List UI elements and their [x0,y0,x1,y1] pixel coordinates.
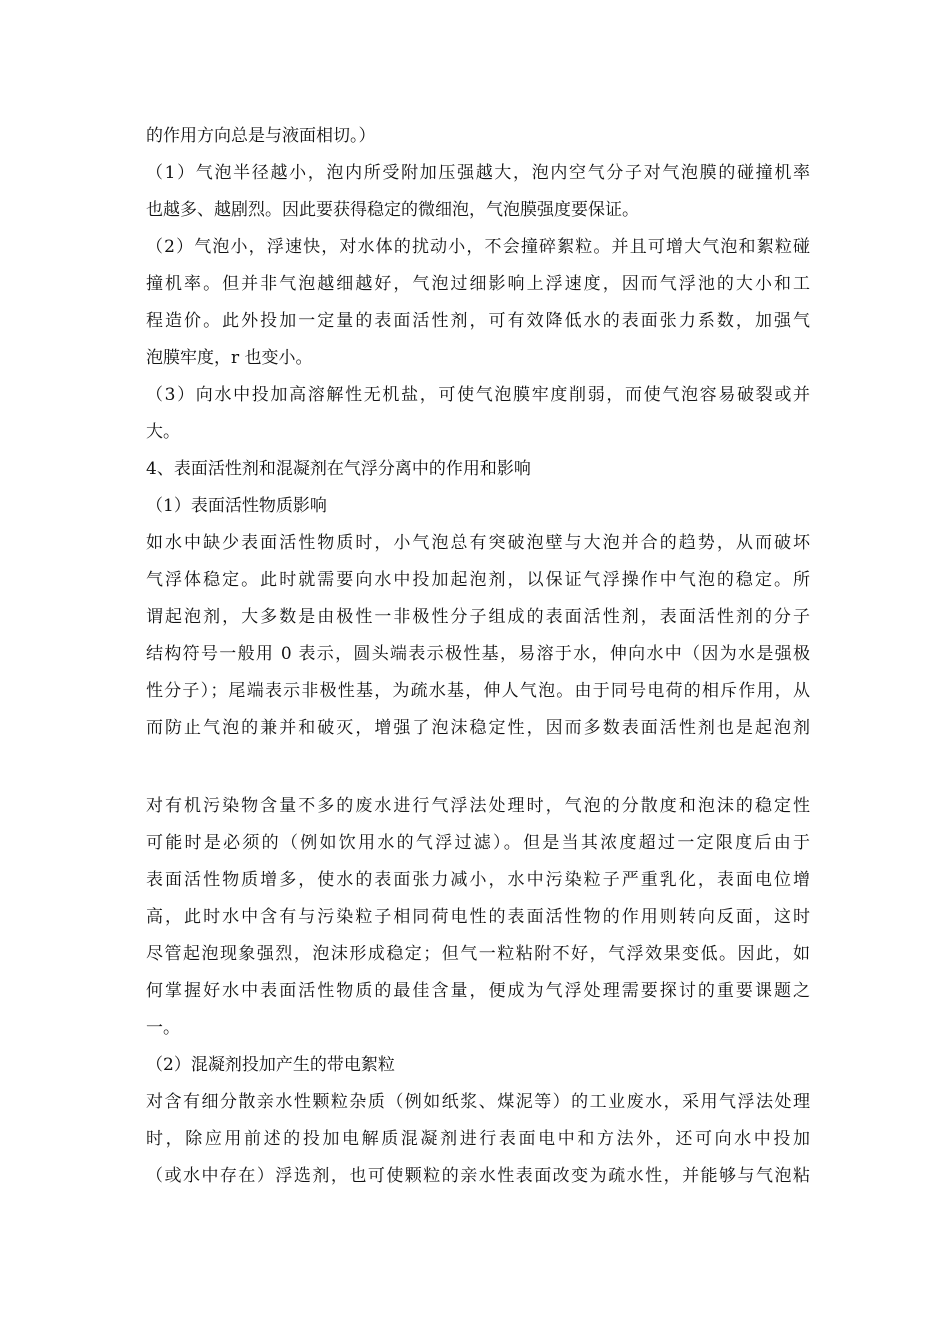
text-line: 可能时是必须的（例如饮用水的气浮过滤）。但是当其浓度超过一定限度后由于 [146,833,810,853]
subsection-heading: （2）混凝剂投加产生的带电絮粒 [146,1055,395,1075]
text-line: 大。 [146,422,180,442]
text-line: 高，此时水中含有与污染粒子相同荷电性的表面活性物的作用则转向反面，这时 [146,907,810,927]
text-line: 结构符号一般用 0 表示，圆头端表示极性基，易溶于水，伸向水中（因为水是强极 [146,644,810,664]
subsection-heading: （1）表面活性物质影响 [146,496,327,516]
section-heading: 4、表面活性剂和混凝剂在气浮分离中的作用和影响 [146,459,531,479]
text-line: 程造价。此外投加一定量的表面活性剂，可有效降低水的表面张力系数，加强气 [146,311,810,331]
text-line: 尽管起泡现象强烈，泡沫形成稳定；但气一粒粘附不好，气浮效果变低。因此，如 [146,944,810,964]
text-line: 对有机污染物含量不多的废水进行气浮法处理时，气泡的分散度和泡沫的稳定性 [146,796,810,816]
text-line: 撞机率。但并非气泡越细越好，气泡过细影响上浮速度，因而气浮池的大小和工 [146,274,810,294]
text-line: 时，除应用前述的投加电解质混凝剂进行表面电中和方法外，还可向水中投加 [146,1129,810,1149]
text-line: 何掌握好水中表面活性物质的最佳含量，便成为气浮处理需要探讨的重要课题之 [146,981,810,1001]
text-line: （1）气泡半径越小，泡内所受附加压强越大，泡内空气分子对气泡膜的碰撞机率 [146,163,810,183]
text-line: 泡膜牢度，r 也变小。 [146,348,313,368]
text-line: 气浮体稳定。此时就需要向水中投加起泡剂，以保证气浮操作中气泡的稳定。所 [146,570,810,590]
text-line: 而防止气泡的兼并和破灭，增强了泡沫稳定性，因而多数表面活性剂也是起泡剂 [146,718,810,738]
text-line: 表面活性物质增多，使水的表面张力减小，水中污染粒子严重乳化，表面电位增 [146,870,810,890]
text-line: （3）向水中投加高溶解性无机盐，可使气泡膜牢度削弱，而使气泡容易破裂或并 [146,385,810,405]
text-line: 的作用方向总是与液面相切。） [146,126,376,146]
text-line: 一。 [146,1018,180,1038]
text-line: （2）气泡小，浮速快，对水体的扰动小，不会撞碎絮粒。并且可增大气泡和絮粒碰 [146,237,810,257]
text-line: 对含有细分散亲水性颗粒杂质（例如纸浆、煤泥等）的工业废水，采用气浮法处理 [146,1092,810,1112]
text-line: （或水中存在）浮选剂，也可使颗粒的亲水性表面改变为疏水性，并能够与气泡粘 [146,1166,810,1186]
text-line: 如水中缺少表面活性物质时，小气泡总有突破泡壁与大泡并合的趋势，从而破坏 [146,533,810,553]
text-line: 谓起泡剂，大多数是由极性一非极性分子组成的表面活性剂，表面活性剂的分子 [146,607,810,627]
text-line: 也越多、越剧烈。因此要获得稳定的微细泡，气泡膜强度要保证。 [146,200,639,220]
text-line: 性分子）；尾端表示非极性基，为疏水基，伸人气泡。由于同号电荷的相斥作用，从 [146,681,810,701]
